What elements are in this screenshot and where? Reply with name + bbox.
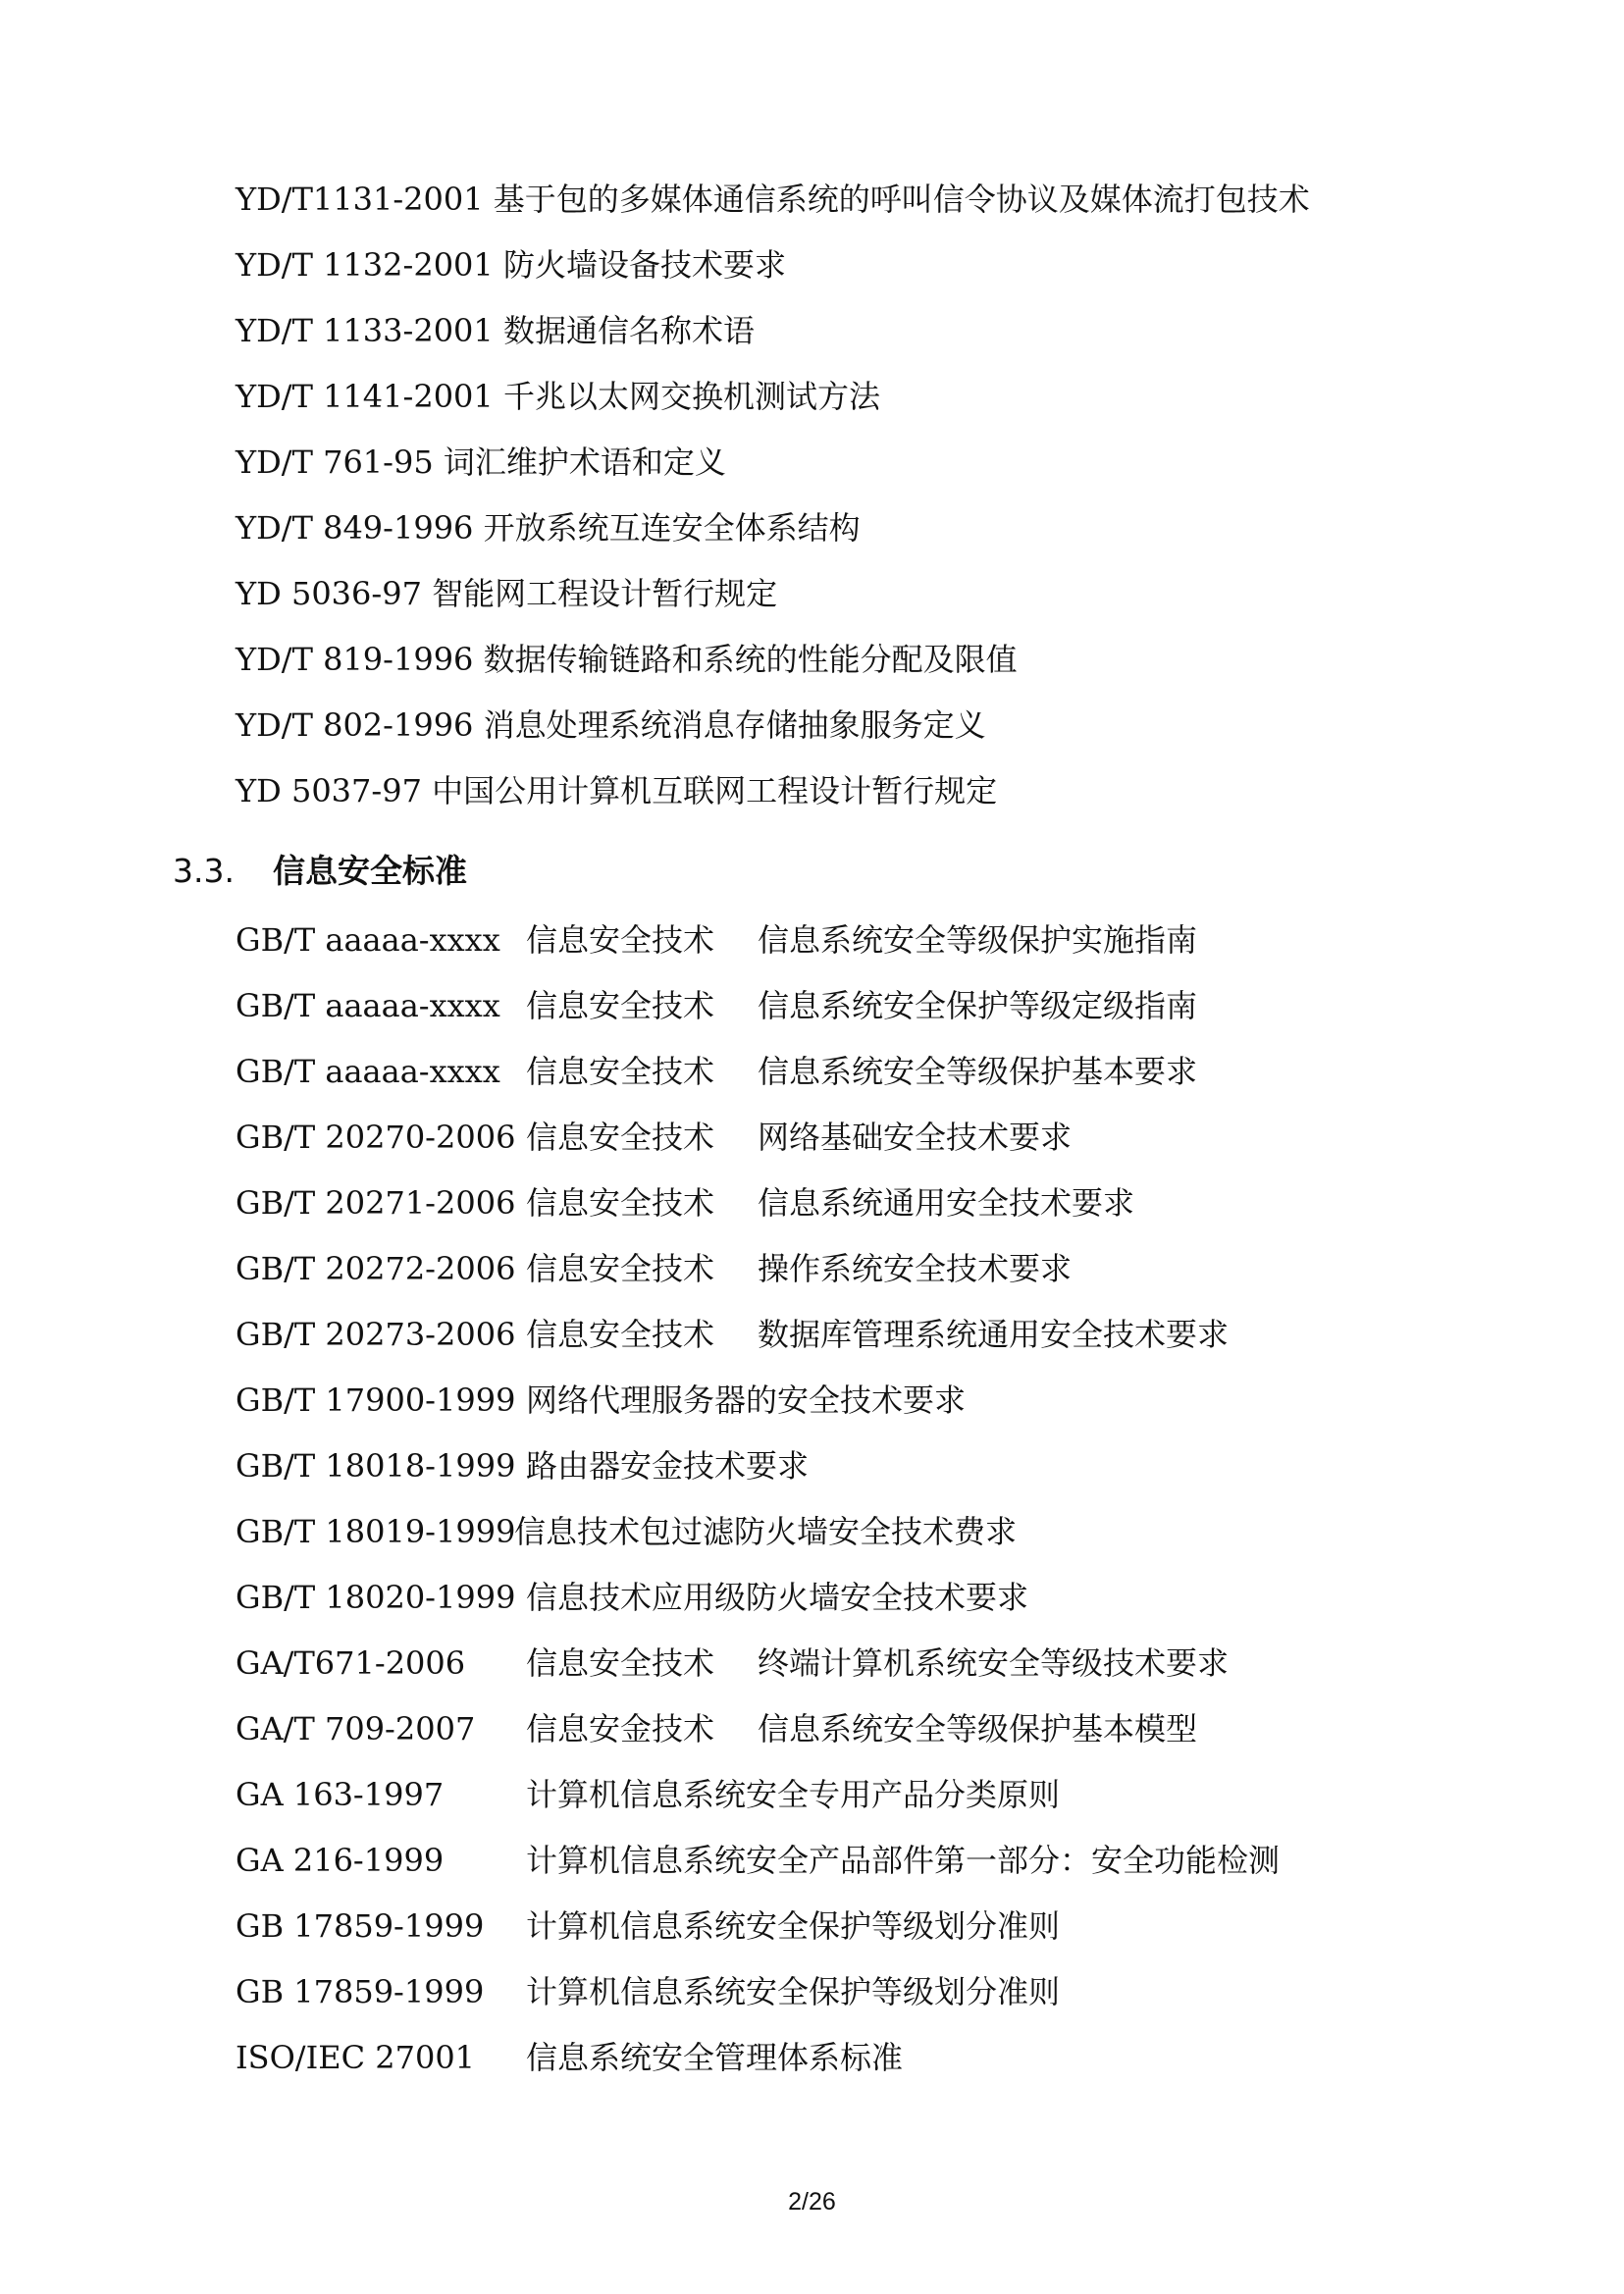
list-item xyxy=(236,1171,1511,1236)
standard-title: 数据库管理系统通用安全技术要求 xyxy=(758,1316,1230,1353)
standard-category: 信息安全技术 xyxy=(526,1184,715,1222)
standard-code: GB 17859-1999 xyxy=(236,1907,485,1945)
standard-code: GB/T 18019-1999 xyxy=(236,1513,516,1550)
standard-code: GB 17859-1999 xyxy=(236,1973,485,2010)
standard-title: 网络基础安全技术要求 xyxy=(758,1119,1073,1156)
list-item xyxy=(236,1565,1511,1631)
standard-title: 计算机信息系统安全产品部件第一部分：安全功能检测 xyxy=(526,1842,1281,1879)
yd-standards-list xyxy=(236,167,1511,824)
standard-code: GB/T 18020-1999 xyxy=(236,1579,516,1616)
standard-title: 信息系统通用安全技术要求 xyxy=(758,1184,1135,1222)
list-item xyxy=(236,1828,1511,1894)
standard-title: 信息技术包过滤防火墙安全技术费求 xyxy=(514,1513,1018,1550)
standard-title: 终端计算机系统安全等级技术要求 xyxy=(758,1644,1230,1682)
list-item xyxy=(236,1762,1511,1828)
standard-title: 信息系统安全等级保护基本要求 xyxy=(758,1053,1198,1090)
standard-title: 信息系统安全保护等级定级指南 xyxy=(758,987,1198,1024)
list-item: YD 5036-97 智能网工程设计暂行规定 xyxy=(236,575,778,612)
standard-category: 信息安全技术 xyxy=(526,1250,715,1287)
standard-code: GB/T aaaaa-xxxx xyxy=(236,987,500,1024)
list-item: YD/T 1133-2001 数据通信名称术语 xyxy=(236,312,755,349)
standard-code: GB/T 20273-2006 xyxy=(236,1316,516,1353)
list-item xyxy=(236,1959,1511,2025)
list-item: YD/T 802-1996 消息处理系统消息存储抽象服务定义 xyxy=(236,706,986,744)
standard-title: 信息系统安全等级保护实施指南 xyxy=(758,921,1198,959)
standard-title: 信息技术应用级防火墙安全技术要求 xyxy=(526,1579,1029,1616)
standard-title: 信息系统安全管理体系标准 xyxy=(526,2039,904,2076)
security-standards-list xyxy=(236,908,1511,2091)
standard-code: GB/T 18018-1999 xyxy=(236,1447,516,1485)
list-item xyxy=(236,1894,1511,1959)
list-item: YD/T 1141-2001 千兆以太网交换机测试方法 xyxy=(236,378,880,415)
standard-code: GA/T 709-2007 xyxy=(236,1710,476,1747)
standard-title: 路由器安金技术要求 xyxy=(526,1447,810,1485)
page-number: 2/26 xyxy=(788,2188,836,2216)
section-number: 3.3. xyxy=(173,852,235,890)
standard-code: GA/T671-2006 xyxy=(236,1644,466,1682)
list-item xyxy=(236,1236,1511,1302)
list-item: YD/T 761-95 词汇维护术语和定义 xyxy=(236,443,726,481)
section-heading xyxy=(173,842,467,901)
standard-code: GB/T 20271-2006 xyxy=(236,1184,516,1222)
standard-category: 信息安全技术 xyxy=(526,1119,715,1156)
list-item xyxy=(236,1368,1511,1434)
list-item xyxy=(236,1434,1511,1499)
list-item: YD/T1131-2001 基于包的多媒体通信系统的呼叫信令协议及媒体流打包技术 xyxy=(236,181,1310,218)
standard-title: 信息系统安全等级保护基本模型 xyxy=(758,1710,1198,1747)
standard-title: 计算机信息系统安全保护等级划分准则 xyxy=(526,1973,1061,2010)
standard-code: GB/T 17900-1999 xyxy=(236,1382,516,1419)
standard-title: 操作系统安全技术要求 xyxy=(758,1250,1073,1287)
section-title: 信息安全标准 xyxy=(273,852,467,890)
standard-code: ISO/IEC 27001 xyxy=(236,2039,476,2076)
standard-code: GB/T 20270-2006 xyxy=(236,1119,516,1156)
list-item xyxy=(236,1302,1511,1368)
standard-code: GB/T aaaaa-xxxx xyxy=(236,1053,500,1090)
list-item xyxy=(236,1696,1511,1762)
standard-code: GA 163-1997 xyxy=(236,1776,445,1813)
standard-code: GA 216-1999 xyxy=(236,1842,445,1879)
list-item xyxy=(236,1105,1511,1171)
standard-category: 信息安全技术 xyxy=(526,1644,715,1682)
standard-category: 信息安全技术 xyxy=(526,921,715,959)
list-item xyxy=(236,973,1511,1039)
standard-category: 信息安全技术 xyxy=(526,1316,715,1353)
standard-code: GB/T aaaaa-xxxx xyxy=(236,921,500,959)
standard-title: 计算机信息系统安全专用产品分类原则 xyxy=(526,1776,1061,1813)
list-item: YD/T 1132-2001 防火墙设备技术要求 xyxy=(236,246,786,284)
list-item xyxy=(236,1631,1511,1696)
list-item xyxy=(236,2025,1511,2091)
standard-category: 信息安全技术 xyxy=(526,1053,715,1090)
list-item: YD/T 819-1996 数据传输链路和系统的性能分配及限值 xyxy=(236,641,1018,678)
list-item: YD/T 849-1996 开放系统互连安全体系结构 xyxy=(236,509,861,547)
list-item: YD 5037-97 中国公用计算机互联网工程设计暂行规定 xyxy=(236,772,998,809)
list-item xyxy=(236,908,1511,973)
standard-code: GB/T 20272-2006 xyxy=(236,1250,516,1287)
standard-title: 网络代理服务器的安全技术要求 xyxy=(526,1382,967,1419)
standard-title: 计算机信息系统安全保护等级划分准则 xyxy=(526,1907,1061,1945)
list-item xyxy=(236,1039,1511,1105)
standard-category: 信息安金技术 xyxy=(526,1710,715,1747)
standard-category: 信息安全技术 xyxy=(526,987,715,1024)
list-item xyxy=(236,1499,1511,1565)
